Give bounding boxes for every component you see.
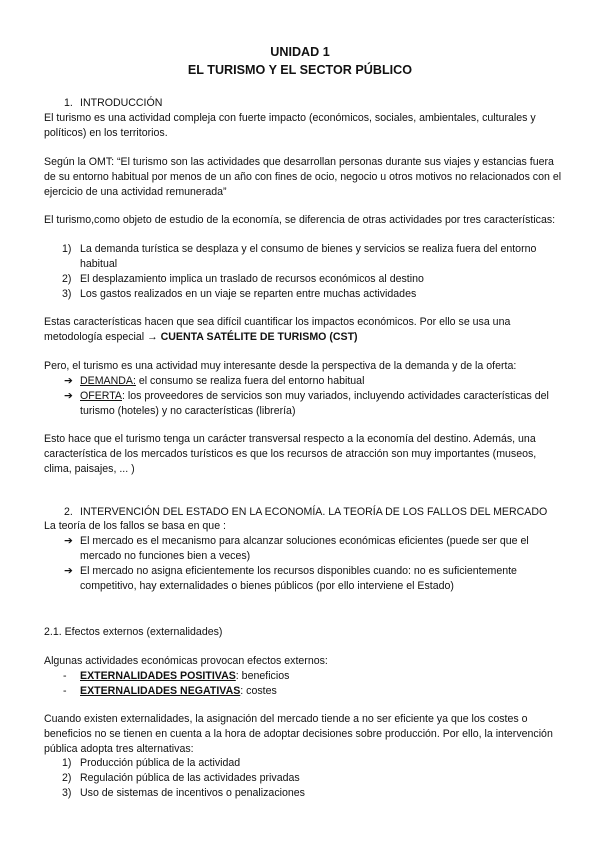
list-item <box>44 534 564 564</box>
list-item-text: Regulación pública de las actividades privadas <box>80 772 300 784</box>
positive-externalities-label: EXTERNALIDADES POSITIVAS <box>80 670 236 682</box>
list-item <box>44 756 564 771</box>
characteristics-intro: El turismo,como objeto de estudio de la economía, se diferencia de otras actividades por tres características: <box>44 214 556 226</box>
list-item <box>44 389 564 419</box>
arrow-icon: ➔ <box>64 535 73 547</box>
alternatives-list <box>44 756 564 801</box>
perspective-intro: Pero, el turismo es una actividad muy interesante desde la perspectiva de la demanda y de la oferta: <box>44 360 517 372</box>
list-item-text: Los gastos realizados en un viaje se reparten entre muchas actividades <box>80 288 417 300</box>
arrow-icon: ➔ <box>64 375 73 387</box>
list-item-text: El desplazamiento implica un traslado de recursos económicos al destino <box>80 273 424 285</box>
section-1-heading-text: INTRODUCCIÓN <box>80 97 163 109</box>
failures-intro: La teoría de los fallos se basa en que : <box>44 520 226 532</box>
list-item <box>44 242 564 272</box>
transversal-paragraph: Esto hace que el turismo tenga un carácter transversal respecto a la economía del destino. Además, una característica de los mercados turísticos es que los recursos de atracción son muy importantes (museos, clima, paisajes, ... ) <box>44 433 537 475</box>
list-item-text: La demanda turística se desplaza y el consumo de bienes y servicios se realiza fuera del entorno habitual <box>80 243 537 270</box>
omt-definition-paragraph: Según la OMT: “El turismo son las actividades que desarrollan personas durante sus viajes y estancias fuera de su entorno habitual por menos de un año con fines de ocio, negocio u otros motivos no relacionados con el ejercicio de una actividad remunerada” <box>44 156 562 198</box>
list-item <box>44 684 564 699</box>
intro-paragraph: El turismo es una actividad compleja con fuerte impacto (económicos, sociales, ambientales, culturales y políticos) en los territorios. <box>44 112 536 139</box>
section-1-number: 1. <box>64 97 73 109</box>
list-item-text: : los proveedores de servicios son muy variados, incluyendo actividades características del turismo (hoteles) y no características (librería) <box>80 390 549 417</box>
title-line-2: EL TURISMO Y EL SECTOR PÚBLICO <box>187 63 413 77</box>
external-effects-intro: Algunas actividades económicas provocan efectos externos: <box>44 655 328 667</box>
characteristics-list <box>44 242 564 302</box>
list-item <box>44 669 564 684</box>
list-item-text: Uso de sistemas de incentivos o penalizaciones <box>80 787 305 799</box>
list-item-text: El mercado no asigna eficientemente los recursos disponibles cuando: no es suficientemente competitivo, hay externalidades o bienes públicos (por ello interviene el Estado) <box>80 565 517 592</box>
list-marker: 1) <box>62 243 72 255</box>
list-item <box>44 287 564 302</box>
list-marker: 2) <box>62 273 72 285</box>
demand-label: DEMANDA: <box>80 375 136 387</box>
subsection-heading: 2.1. Efectos externos (externalidades) <box>44 626 223 638</box>
list-item <box>44 771 564 786</box>
list-marker: - <box>63 670 67 682</box>
list-item <box>44 786 564 801</box>
failures-list <box>44 534 564 594</box>
section-2-number: 2. <box>64 506 73 518</box>
list-item-text: Producción pública de la actividad <box>80 757 241 769</box>
list-item <box>44 374 564 389</box>
title-line-1: UNIDAD 1 <box>270 45 330 59</box>
cst-paragraph-text: Estas características hacen que sea difícil cuantificar los impactos económicos. Por ello se usa una metodología especial → <box>44 316 511 343</box>
list-item <box>44 564 564 594</box>
list-item-text: El mercado es el mecanismo para alcanzar soluciones económicas eficientes (puede ser que el mercado no funciones bien a veces) <box>80 535 529 562</box>
section-2-heading <box>44 505 600 520</box>
arrow-icon: ➔ <box>64 390 73 402</box>
list-marker: 3) <box>62 787 72 799</box>
negative-externalities-label: EXTERNALIDADES NEGATIVAS <box>80 685 241 697</box>
list-item-text: el consumo se realiza fuera del entorno habitual <box>135 375 365 387</box>
supply-label: OFERTA <box>80 390 122 402</box>
list-marker: 3) <box>62 288 72 300</box>
intervention-paragraph: Cuando existen externalidades, la asignación del mercado tiende a no ser eficiente ya que los costes o beneficios no se tienen en cuenta a la hora de adoptar decisiones sobre producción. Por ello, la intervención pública adopta tres alternativas: <box>44 713 553 755</box>
cst-paragraph <box>44 315 564 345</box>
cst-term: CUENTA SATÉLITE DE TURISMO (CST) <box>160 331 358 343</box>
list-item-text: : costes <box>240 685 277 697</box>
externalities-list <box>44 669 564 699</box>
list-marker: 1) <box>62 757 72 769</box>
section-2-heading-text: INTERVENCIÓN DEL ESTADO EN LA ECONOMÍA. LA TEORÍA DE LOS FALLOS DEL MERCADO <box>80 506 548 518</box>
section-1-heading <box>44 96 600 111</box>
arrow-icon: ➔ <box>64 565 73 577</box>
list-marker: 2) <box>62 772 72 784</box>
perspectives-list <box>44 374 564 419</box>
list-item-text: : beneficios <box>235 670 290 682</box>
document-title <box>0 43 600 79</box>
list-item <box>44 272 564 287</box>
list-marker: - <box>63 685 67 697</box>
